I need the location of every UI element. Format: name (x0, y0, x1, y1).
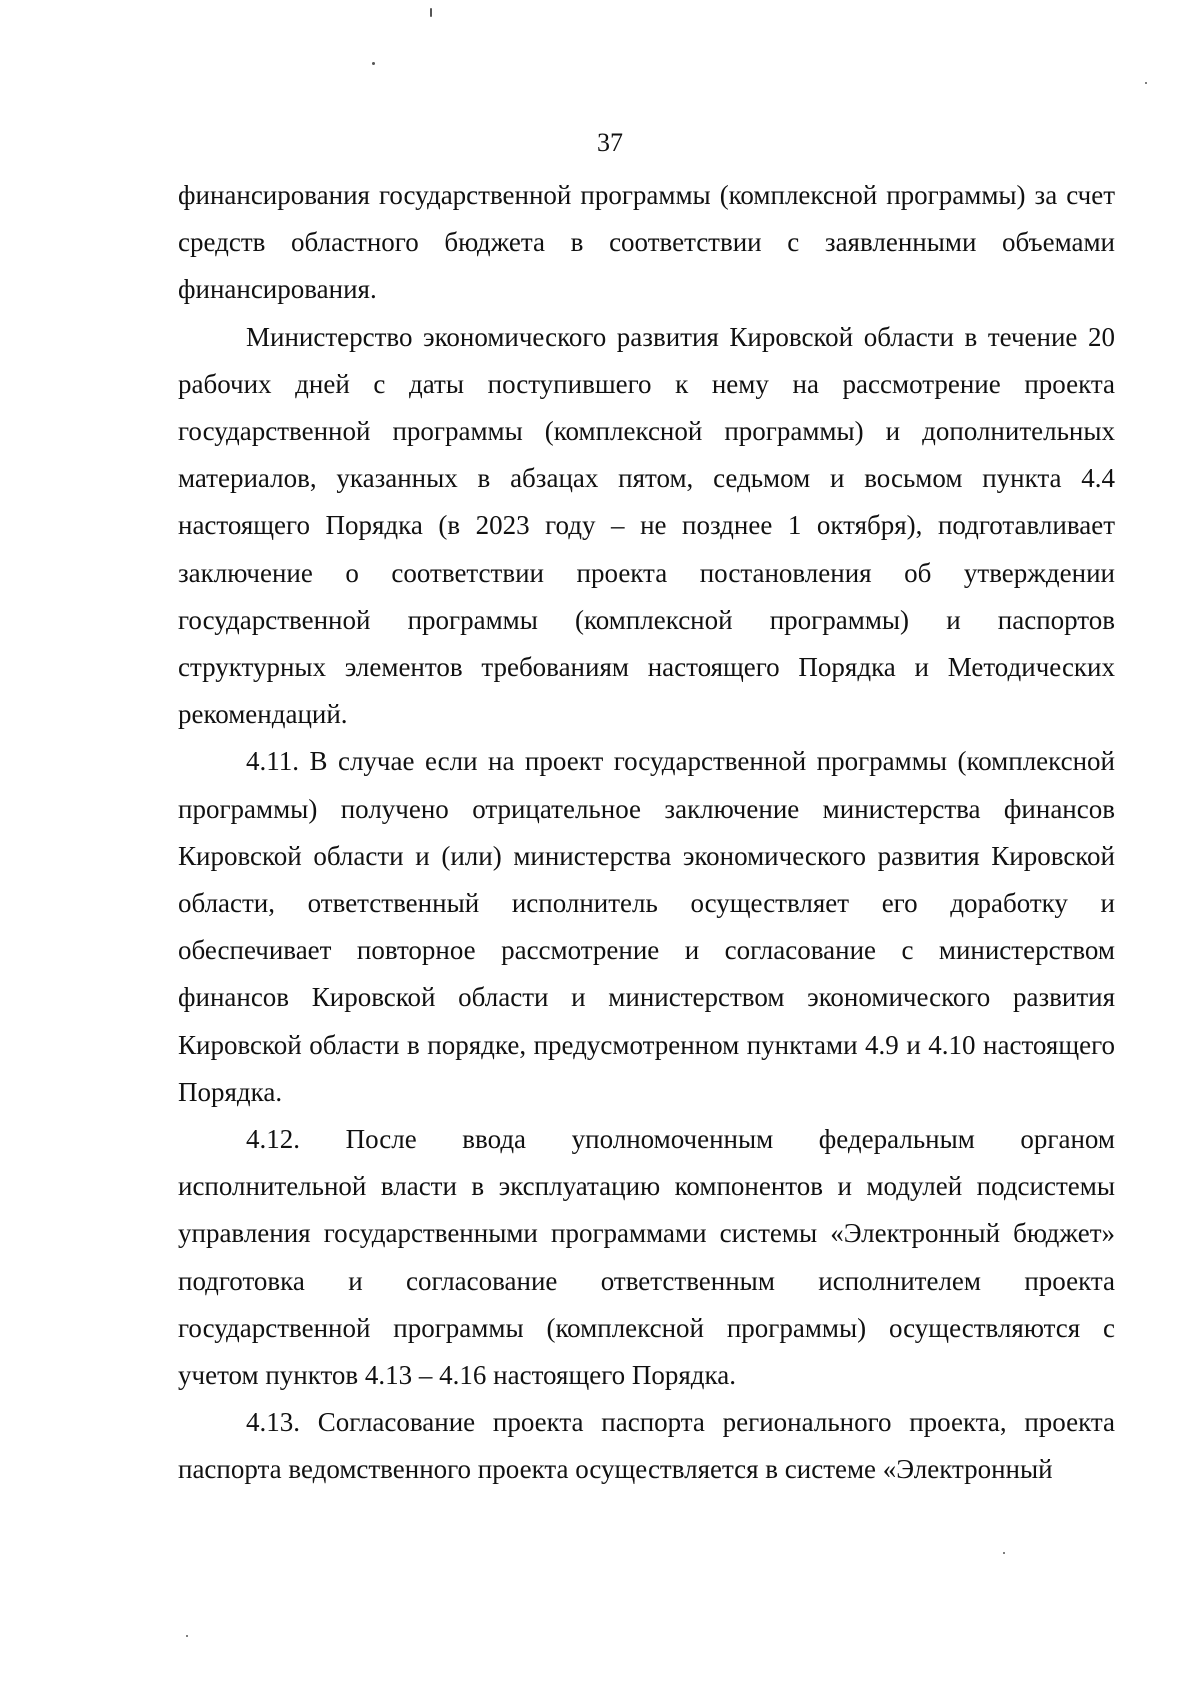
scan-speck (1003, 1552, 1005, 1554)
paragraph-item-4-12: 4.12. После ввода уполномоченным федеральным органом исполнительной власти в эксплуатацию компонентов и модулей подсистемы управления государственными программами системы «Электронный бюджет» подготовка и согласование ответственным исполнителем проекта государственной программы (комплексной программы) осуществляются с учетом пунктов 4.13 – 4.16 настоящего Порядка. (178, 1124, 1115, 1391)
page-number: 37 (597, 128, 623, 157)
scan-speck (1145, 82, 1147, 84)
paragraph-continuation: финансирования государственной программы (комплексной программы) за счет средств областного бюджета в соответствии с заявленными объемами финансирования. (178, 180, 1115, 305)
paragraph-item-4-13: 4.13. Согласование проекта паспорта регионального проекта, проекта паспорта ведомственного проекта осуществляется в системе «Электронный (178, 1407, 1115, 1485)
scan-speck (186, 1635, 188, 1637)
paragraph-item-4-11: 4.11. В случае если на проект государственной программы (комплексной программы) получено отрицательное заключение министерства финансов Кировской области и (или) министерства экономического развития Кировской области, ответственный исполнитель осуществляет его доработку и обеспечивает повторное рассмотрение и согласование с министерством финансов Кировской области и министерством экономического развития Кировской области в порядке, предусмотренном пунктами 4.9 и 4.10 настоящего Порядка. (178, 746, 1115, 1107)
document-body (178, 172, 1115, 1494)
paragraph-ministry-economy: Министерство экономического развития Кировской области в течение 20 рабочих дней с даты поступившего к нему на рассмотрение проекта государственной программы (комплексной программы) и дополнительных материалов, указанных в абзацах пятом, седьмом и восьмом пункта 4.4 настоящего Порядка (в 2023 году – не позднее 1 октября), подготавливает заключение о соответствии проекта постановления об утверждении государственной программы (комплексной программы) и паспортов структурных элементов требованиям настоящего Порядка и Методических рекомендаций. (178, 321, 1115, 730)
scan-speck (372, 62, 375, 65)
scan-speck (430, 8, 432, 17)
